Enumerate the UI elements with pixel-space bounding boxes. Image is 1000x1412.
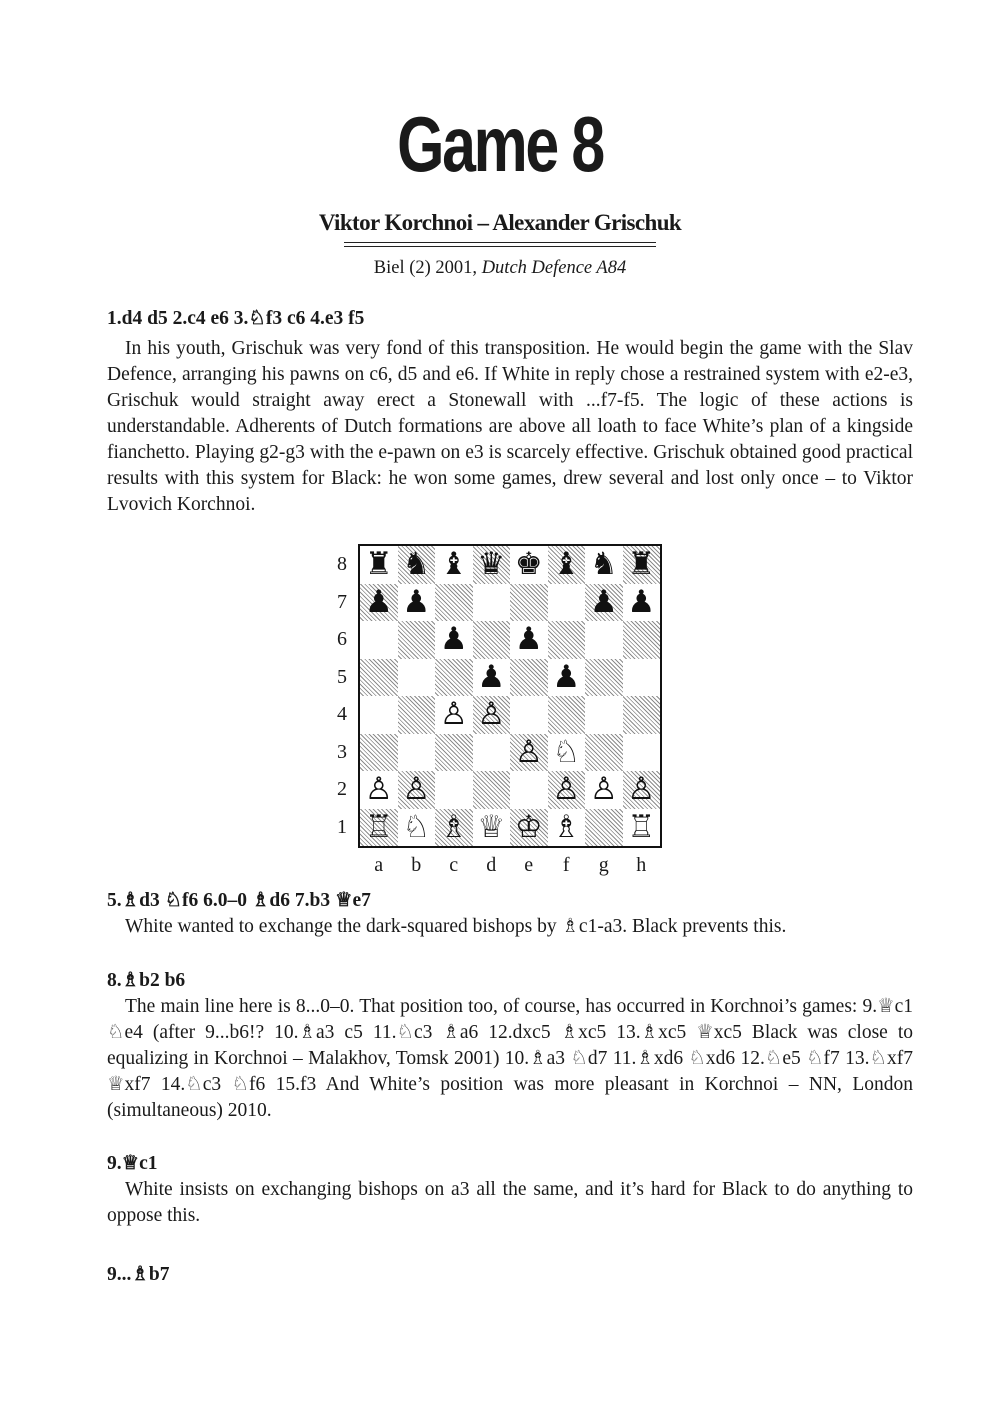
square-h5 (623, 659, 661, 697)
commentary-paragraph: In his youth, Grischuk was very fond of this transposition. He would begin the game with the Slav Defence, arranging his pawns on c6, d5 and e6. If White in reply chose a restrained system with e2-e3, Grischuk would straight away erect a Stonewall with ...f7-f5. The logic of these actions is understandable. Adherents of Dutch formations are above all loath to face White’s plan of a kingside fianchetto. Playing g2-g3 with the e-pawn on e3 is scarcely effective. Grischuk obtained good practical results with this system for Black: he won some games, drew several and lost only once – to Viktor Lvovich Korchnoi. (107, 338, 913, 515)
double-rule-top (344, 242, 656, 243)
piece-c4: ♙ (439, 696, 468, 732)
file-label-e: e (524, 854, 534, 876)
square-f7 (548, 584, 586, 622)
piece-a7: ♟ (364, 583, 393, 620)
square-g6 (585, 621, 623, 659)
square-a3 (360, 734, 398, 772)
section-move-8 (107, 968, 913, 1124)
piece-d8: ♛ (477, 546, 506, 582)
piece-e1: ♔ (514, 808, 543, 845)
square-a6 (360, 621, 398, 659)
piece-h2: ♙ (627, 771, 656, 807)
square-d3 (473, 734, 511, 772)
moves-line: 9...♗b7 (107, 1264, 170, 1285)
file-label-g: g (598, 854, 609, 876)
square-c7 (435, 584, 473, 622)
double-rule-bottom (344, 246, 656, 247)
piece-f2: ♙ (552, 771, 581, 807)
square-g5 (585, 659, 623, 697)
file-label-d: d (486, 854, 497, 876)
square-g4 (585, 696, 623, 734)
piece-c8: ♝ (439, 546, 468, 582)
game-title: Game 8 (397, 100, 603, 188)
square-e2 (510, 771, 548, 809)
rank-label-7: 7 (337, 590, 347, 613)
opening-name: Dutch Defence A84 (481, 258, 627, 278)
piece-b8: ♞ (402, 546, 431, 582)
rank-label-6: 6 (337, 628, 347, 650)
piece-f3: ♘ (552, 733, 581, 770)
square-a5 (360, 659, 398, 697)
commentary-paragraph: White wanted to exchange the dark-squared bishops by ♗c1-a3. Black prevents this. (125, 916, 787, 937)
section-opening-moves (107, 306, 913, 518)
piece-e3: ♙ (514, 733, 543, 770)
square-b4 (398, 696, 436, 734)
square-h3 (623, 734, 661, 772)
piece-c1: ♗ (439, 808, 468, 845)
moves-line: 5.♗d3 ♘f6 6.0–0 ♗d6 7.b3 ♕e7 (107, 890, 371, 911)
event-prefix: Biel (2) 2001, (373, 258, 482, 278)
piece-h1: ♖ (627, 808, 656, 845)
square-h4 (623, 696, 661, 734)
square-c2 (435, 771, 473, 809)
square-d6 (473, 621, 511, 659)
moves-line: 8.♗b2 b6 (107, 970, 186, 991)
section-move-9 (107, 1151, 913, 1229)
square-g3 (585, 734, 623, 772)
rank-label-1: 1 (337, 815, 347, 838)
file-label-a: a (374, 854, 384, 876)
square-c3 (435, 734, 473, 772)
piece-d4: ♙ (477, 696, 506, 732)
rank-label-3: 3 (337, 740, 347, 763)
piece-g8: ♞ (589, 546, 618, 582)
piece-d5: ♟ (477, 658, 506, 695)
event-line (0, 258, 1000, 279)
piece-f5: ♟ (552, 658, 581, 695)
piece-a2: ♙ (364, 771, 393, 807)
square-e7 (510, 584, 548, 622)
square-f6 (548, 621, 586, 659)
square-e4 (510, 696, 548, 734)
commentary-paragraph: The main line here is 8...0–0. That position too, of course, has occurred in Korchnoi’s games: 9.♕c1 ♘e4 (after 9...b6!? 10.♗a3 c5 11.♘c3 ♗a6 12.dxc5 ♗xc5 13.♗xc5 ♕xc5 Black was close to equalizing in Korchnoi – Malakhov, Tomsk 2001) 10.♗a3 ♘d7 11.♗xd6 ♘xd6 12.♘e5 ♘f7 13.♘xf7 ♕xf7 14.♘c3 ♘f6 15.f3 And White’s position was more pleasant in Korchnoi – NN, London (simultaneous) 2010. (107, 996, 913, 1121)
square-d2 (473, 771, 511, 809)
piece-a8: ♜ (364, 546, 393, 582)
piece-b1: ♘ (402, 808, 431, 845)
rank-label-2: 2 (337, 778, 347, 800)
section-move-9-black (107, 1262, 913, 1288)
piece-h8: ♜ (627, 546, 656, 582)
piece-b2: ♙ (402, 771, 431, 807)
moves-line: 9.♕c1 (107, 1153, 158, 1174)
square-b6 (398, 621, 436, 659)
piece-e8: ♚ (514, 546, 543, 582)
file-label-c: c (449, 854, 459, 876)
moves-line: 1.d4 d5 2.c4 e6 3.♘f3 c6 4.e3 f5 (107, 308, 365, 329)
square-a4 (360, 696, 398, 734)
piece-b7: ♟ (402, 583, 431, 620)
piece-a1: ♖ (364, 808, 393, 845)
piece-e6: ♟ (514, 621, 543, 657)
file-label-f: f (562, 854, 570, 876)
square-f4 (548, 696, 586, 734)
piece-d1: ♕ (477, 808, 506, 845)
piece-h7: ♟ (627, 583, 656, 620)
piece-c6: ♟ (439, 621, 468, 657)
file-label-b: b (411, 854, 422, 876)
players-heading: Viktor Korchnoi – Alexander Grischuk (318, 210, 682, 235)
file-label-h: h (636, 854, 647, 876)
section-moves-5-7 (107, 888, 913, 940)
square-c5 (435, 659, 473, 697)
square-e5 (510, 659, 548, 697)
piece-f8: ♝ (552, 546, 581, 582)
piece-g2: ♙ (589, 771, 618, 807)
rank-label-5: 5 (337, 665, 347, 688)
square-b3 (398, 734, 436, 772)
piece-f1: ♗ (552, 808, 581, 845)
square-g1 (585, 809, 623, 847)
square-d7 (473, 584, 511, 622)
square-b5 (398, 659, 436, 697)
chess-board (358, 544, 662, 848)
rank-label-4: 4 (337, 703, 347, 725)
commentary-paragraph: White insists on exchanging bishops on a3 all the same, and it’s hard for Black to do anything to oppose this. (107, 1179, 913, 1226)
rank-label-8: 8 (337, 553, 347, 575)
piece-g7: ♟ (589, 583, 618, 620)
square-h6 (623, 621, 661, 659)
